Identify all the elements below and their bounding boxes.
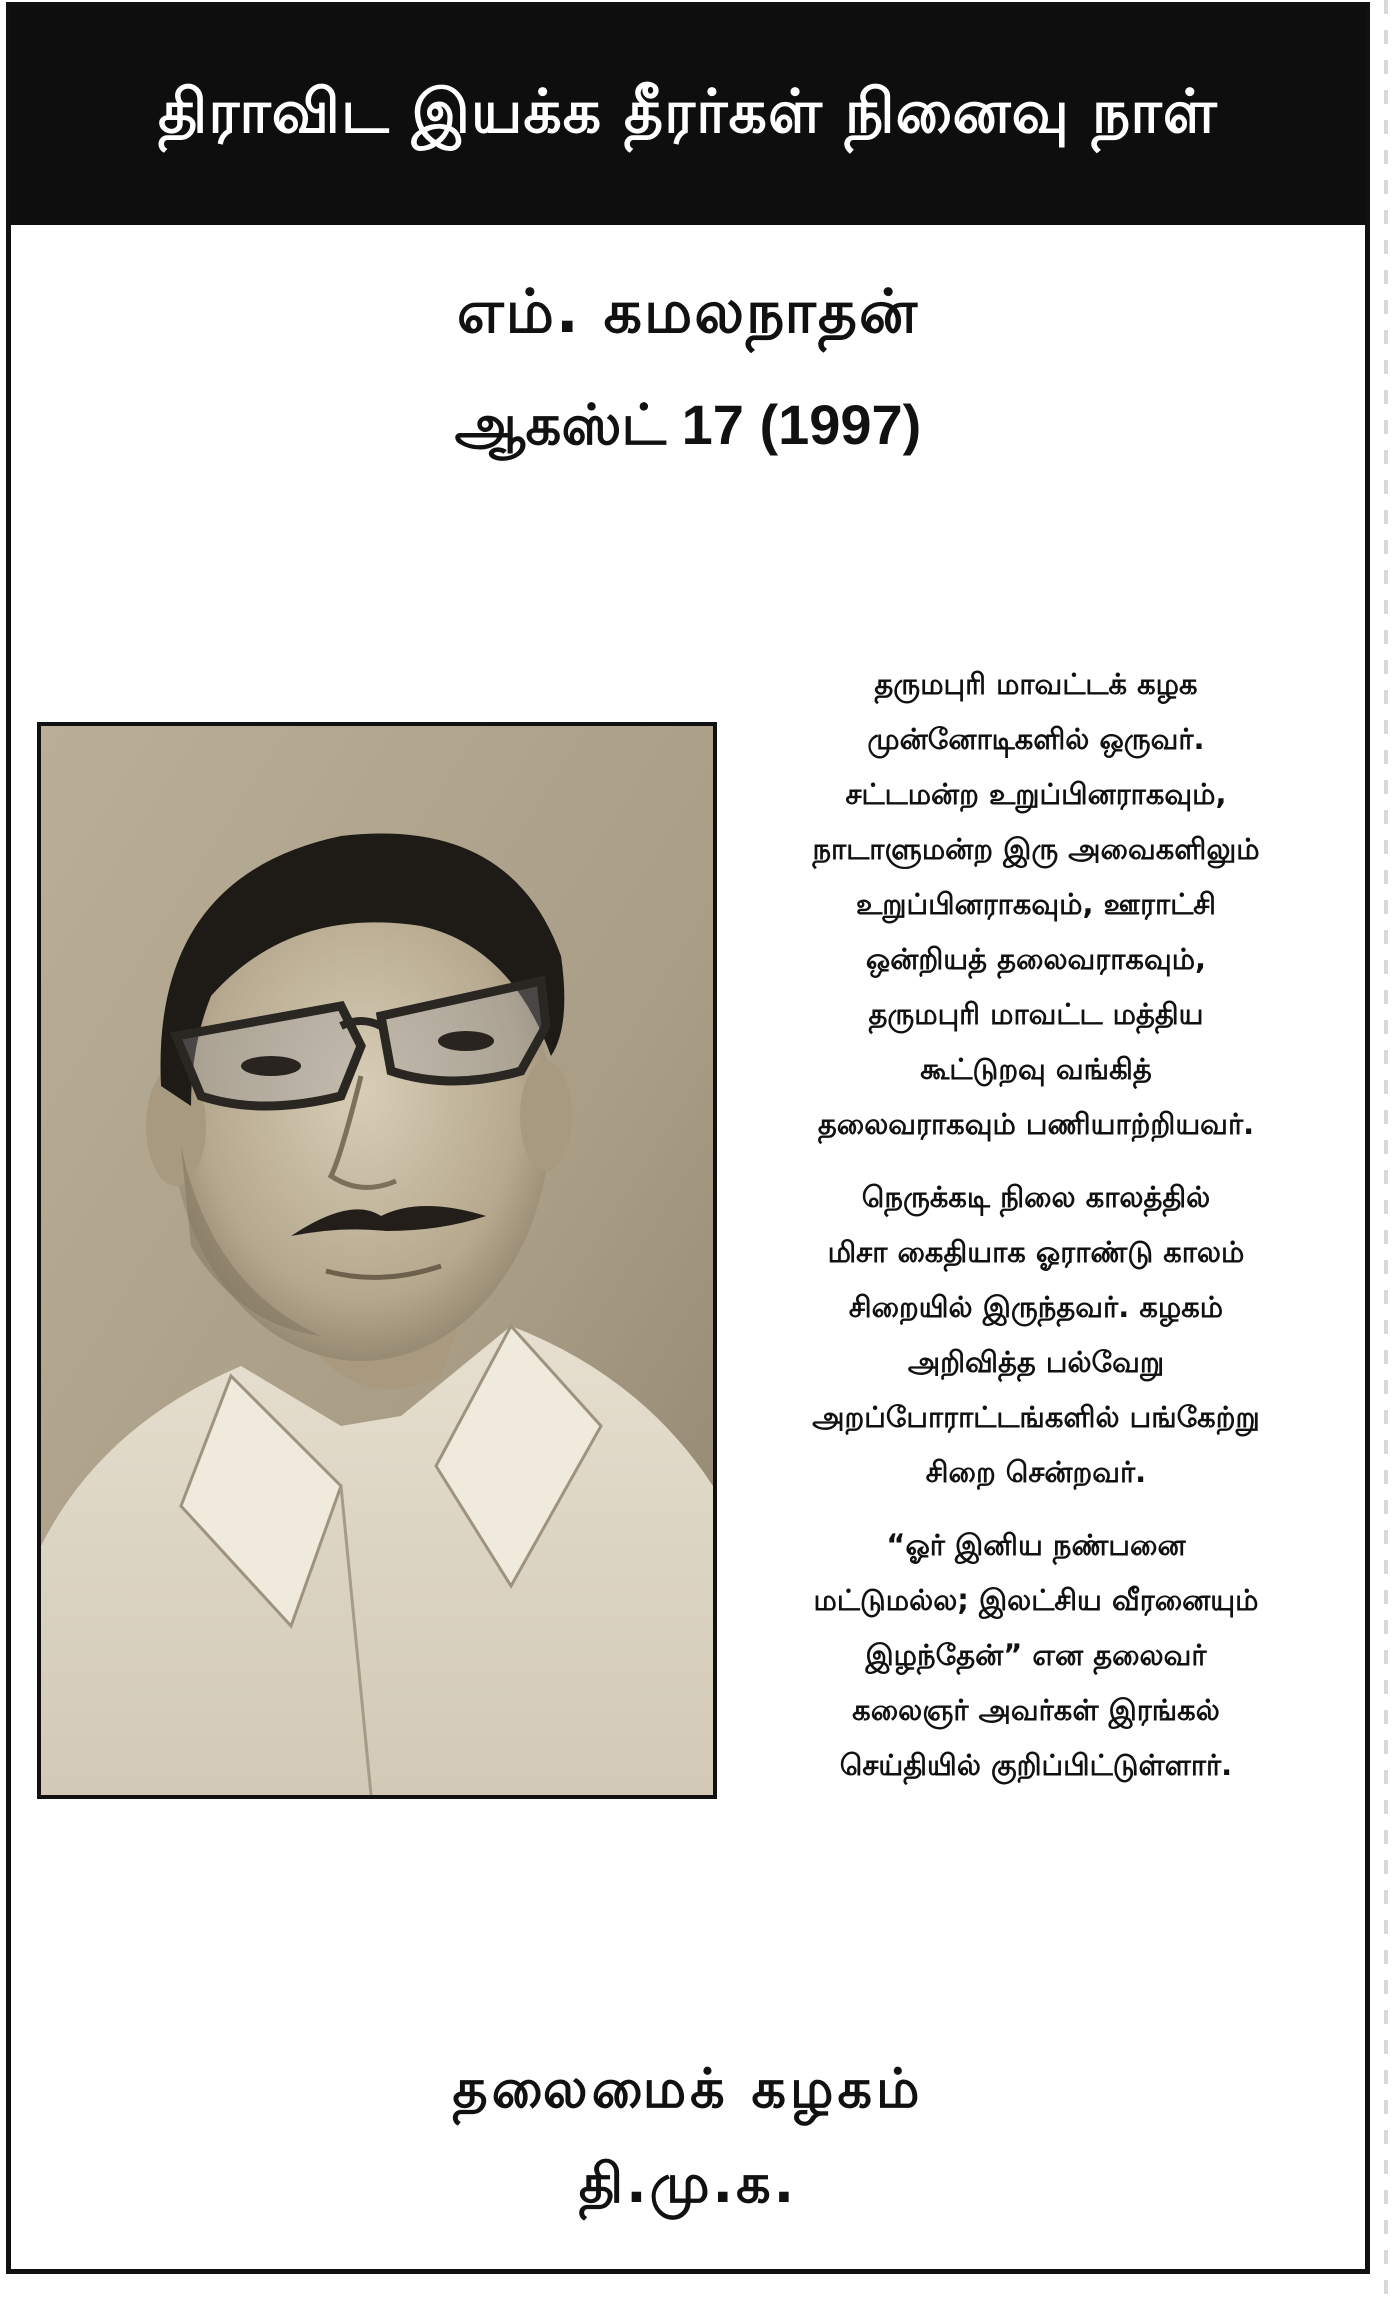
footer-organization: தலைமைக் கழகம் — [452, 2057, 924, 2120]
bio-line: அறப்போராட்டங்களில் பங்கேற்று — [812, 1400, 1260, 1434]
banner-title: திராவிட இயக்க தீரர்கள் நினைவு நாள் — [158, 77, 1218, 147]
bio-line: தருமபுரி மாவட்ட மத்திய — [868, 997, 1204, 1031]
bio-line: நாடாளுமன்ற இரு அவைகளிலும் — [812, 832, 1260, 866]
bio-line: செய்தியில் குறிப்பிட்டுள்ளார். — [839, 1748, 1233, 1782]
memorial-date: ஆகஸ்ட் 17 (1997) — [454, 393, 922, 456]
bio-line: கூட்டுறவு வங்கித் — [920, 1052, 1152, 1086]
bio-line: உறுப்பினராகவும், ஊராட்சி — [855, 887, 1217, 921]
bio-line: தலைவராகவும் பணியாற்றியவர். — [817, 1107, 1255, 1141]
page-edge-rule — [1384, 0, 1388, 2306]
memorial-card — [6, 2, 1370, 2274]
bio-line: மட்டுமல்ல; இலட்சிய வீரனையும் — [813, 1583, 1259, 1617]
bio-line: ஒன்றியத் தலைவராகவும், — [865, 942, 1207, 976]
bio-line: தருமபுரி மாவட்டக் கழக — [874, 667, 1198, 701]
bio-paragraph-1 — [711, 657, 1361, 1152]
footer-party: தி.மு.க. — [578, 2152, 798, 2215]
bio-line: சட்டமன்ற உறுப்பினராகவும், — [845, 777, 1227, 811]
bio-line: சிறை சென்றவர். — [925, 1455, 1147, 1489]
bio-line: அறிவித்த பல்வேறு — [907, 1345, 1165, 1379]
portrait-image — [41, 726, 713, 1795]
biography-text — [711, 657, 1361, 1811]
header-banner — [11, 7, 1365, 225]
bio-line: இழந்தேன்” என தலைவர் — [865, 1638, 1207, 1672]
bio-line: கலைஞர் அவர்கள் இரங்கல் — [852, 1693, 1220, 1727]
bio-line: முன்னோடிகளில் ஒருவர். — [867, 722, 1205, 756]
bio-paragraph-3 — [711, 1518, 1361, 1793]
bio-line: மிசா கைதியாக ஓராண்டு காலம் — [827, 1235, 1245, 1269]
person-name: எம். கமலநாதன் — [456, 277, 920, 347]
bio-line: நெருக்கடி நிலை காலத்தில் — [861, 1180, 1211, 1214]
bio-line: “ஓர் இனிய நண்பனை — [886, 1528, 1186, 1562]
bio-paragraph-2 — [711, 1170, 1361, 1500]
portrait-photo — [37, 722, 717, 1799]
bio-line: சிறையில் இருந்தவர். கழகம் — [848, 1290, 1224, 1324]
